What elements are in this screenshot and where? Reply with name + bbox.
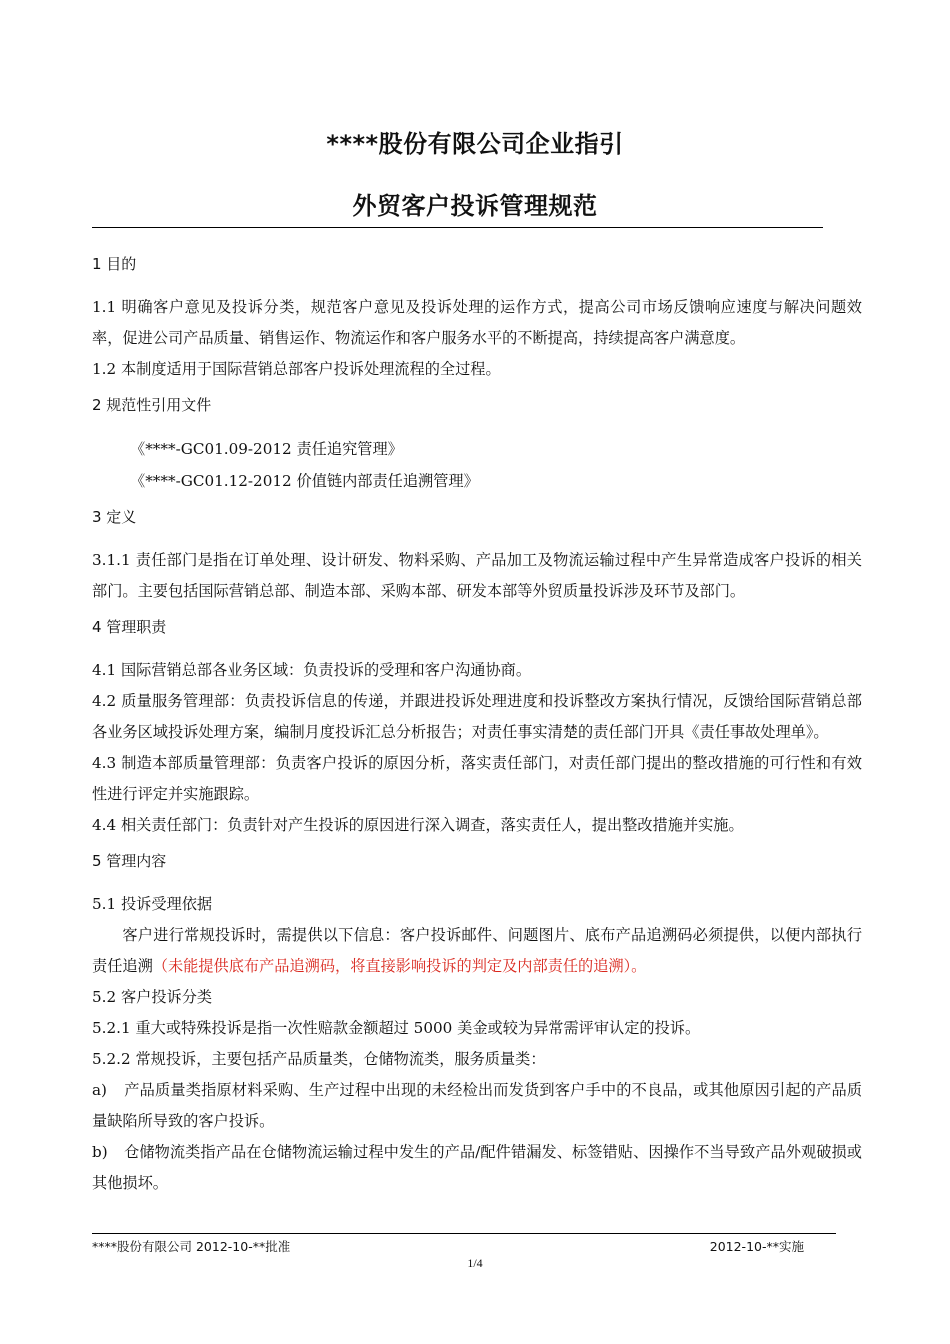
list-item-b-text: 仓储物流类指产品在仓储物流运输过程中发生的产品/配件错漏发、标签错贴、因操作不当导致产品外观破损或其他损坏。 <box>92 1143 862 1192</box>
document-title-company: ****股份有限公司企业指引 <box>326 130 624 158</box>
paragraph-5-2: 5.2 客户投诉分类 <box>92 988 213 1006</box>
paragraph-1-1: 1.1 明确客户意见及投诉分类，规范客户意见及投诉处理的运作方式，提高公司市场反馈响应速度与解决问题效率，促进公司产品质量、销售运作、物流运作和客户服务水平的不断提高，持续提高客户满意度。 <box>92 298 862 347</box>
paragraph-4-1: 4.1 国际营销总部各业务区域：负责投诉的受理和客户沟通协商。 <box>92 661 532 679</box>
footer-effective-date: 2012-10-**实施 <box>709 1239 804 1254</box>
footer-approval: ****股份有限公司 2012-10-**批准 <box>92 1239 291 1254</box>
title-divider <box>92 227 823 228</box>
reference-document-1: 《****-GC01.09-2012 责任追究管理》 <box>130 440 403 458</box>
paragraph-5-1: 5.1 投诉受理依据 <box>92 895 213 913</box>
paragraph-4-2: 4.2 质量服务管理部：负责投诉信息的传递，并跟进投诉处理进度和投诉整改方案执行情况，反馈给国际营销总部各业务区域投诉处理方案，编制月度投诉汇总分析报告；对责任事实清楚的责任部门开具《责任事故处理单》。 <box>92 692 862 741</box>
paragraph-5-2-2: 5.2.2 常规投诉，主要包括产品质量类，仓储物流类，服务质量类： <box>92 1050 546 1068</box>
paragraph-5-2-1: 5.2.1 重大或特殊投诉是指一次性赔款金额超过 5000 美金或较为异常需评审认定的投诉。 <box>92 1019 701 1037</box>
page-number: 1/4 <box>467 1256 483 1270</box>
list-item-b-label: b) <box>92 1143 108 1161</box>
paragraph-5-1-body <box>92 920 862 982</box>
document-title-subject: 外贸客户投诉管理规范 <box>352 192 598 220</box>
paragraph-5-1-body-text: 客户进行常规投诉时，需提供以下信息：客户投诉邮件、问题图片、底布产品追溯码必须提供，以便内部执行责任追溯 <box>92 926 862 975</box>
document-body <box>92 252 862 1199</box>
reference-document-2: 《****-GC01.12-2012 价值链内部责任追溯管理》 <box>130 472 479 490</box>
list-item-a <box>92 1075 862 1137</box>
footer-divider <box>92 1233 836 1234</box>
section-heading-3: 3 定义 <box>92 508 137 526</box>
section-heading-1: 1 目的 <box>92 255 137 273</box>
paragraph-4-3: 4.3 制造本部质量管理部：负责客户投诉的原因分析，落实责任部门，对责任部门提出的整改措施的可行性和有效性进行评定并实施跟踪。 <box>92 754 862 803</box>
list-item-a-text: 产品质量类指原材料采购、生产过程中出现的未经检出而发货到客户手中的不良品，或其他原因引起的产品质量缺陷所导致的客户投诉。 <box>92 1081 862 1130</box>
list-item-b <box>92 1137 862 1199</box>
list-item-a-label: a) <box>92 1081 107 1099</box>
paragraph-1-2: 1.2 本制度适用于国际营销总部客户投诉处理流程的全过程。 <box>92 360 501 378</box>
traceability-warning: （未能提供底布产品追溯码，将直接影响投诉的判定及内部责任的追溯）。 <box>152 957 647 975</box>
paragraph-4-4: 4.4 相关责任部门：负责针对产生投诉的原因进行深入调查，落实责任人，提出整改措施并实施。 <box>92 816 744 834</box>
section-heading-4: 4 管理职责 <box>92 618 167 636</box>
section-heading-2: 2 规范性引用文件 <box>92 396 212 414</box>
section-heading-5: 5 管理内容 <box>92 852 167 870</box>
paragraph-3-1-1: 3.1.1 责任部门是指在订单处理、设计研发、物料采购、产品加工及物流运输过程中产生异常造成客户投诉的相关部门。主要包括国际营销总部、制造本部、采购本部、研发本部等外贸质量投诉涉及环节及部门。 <box>92 551 862 600</box>
